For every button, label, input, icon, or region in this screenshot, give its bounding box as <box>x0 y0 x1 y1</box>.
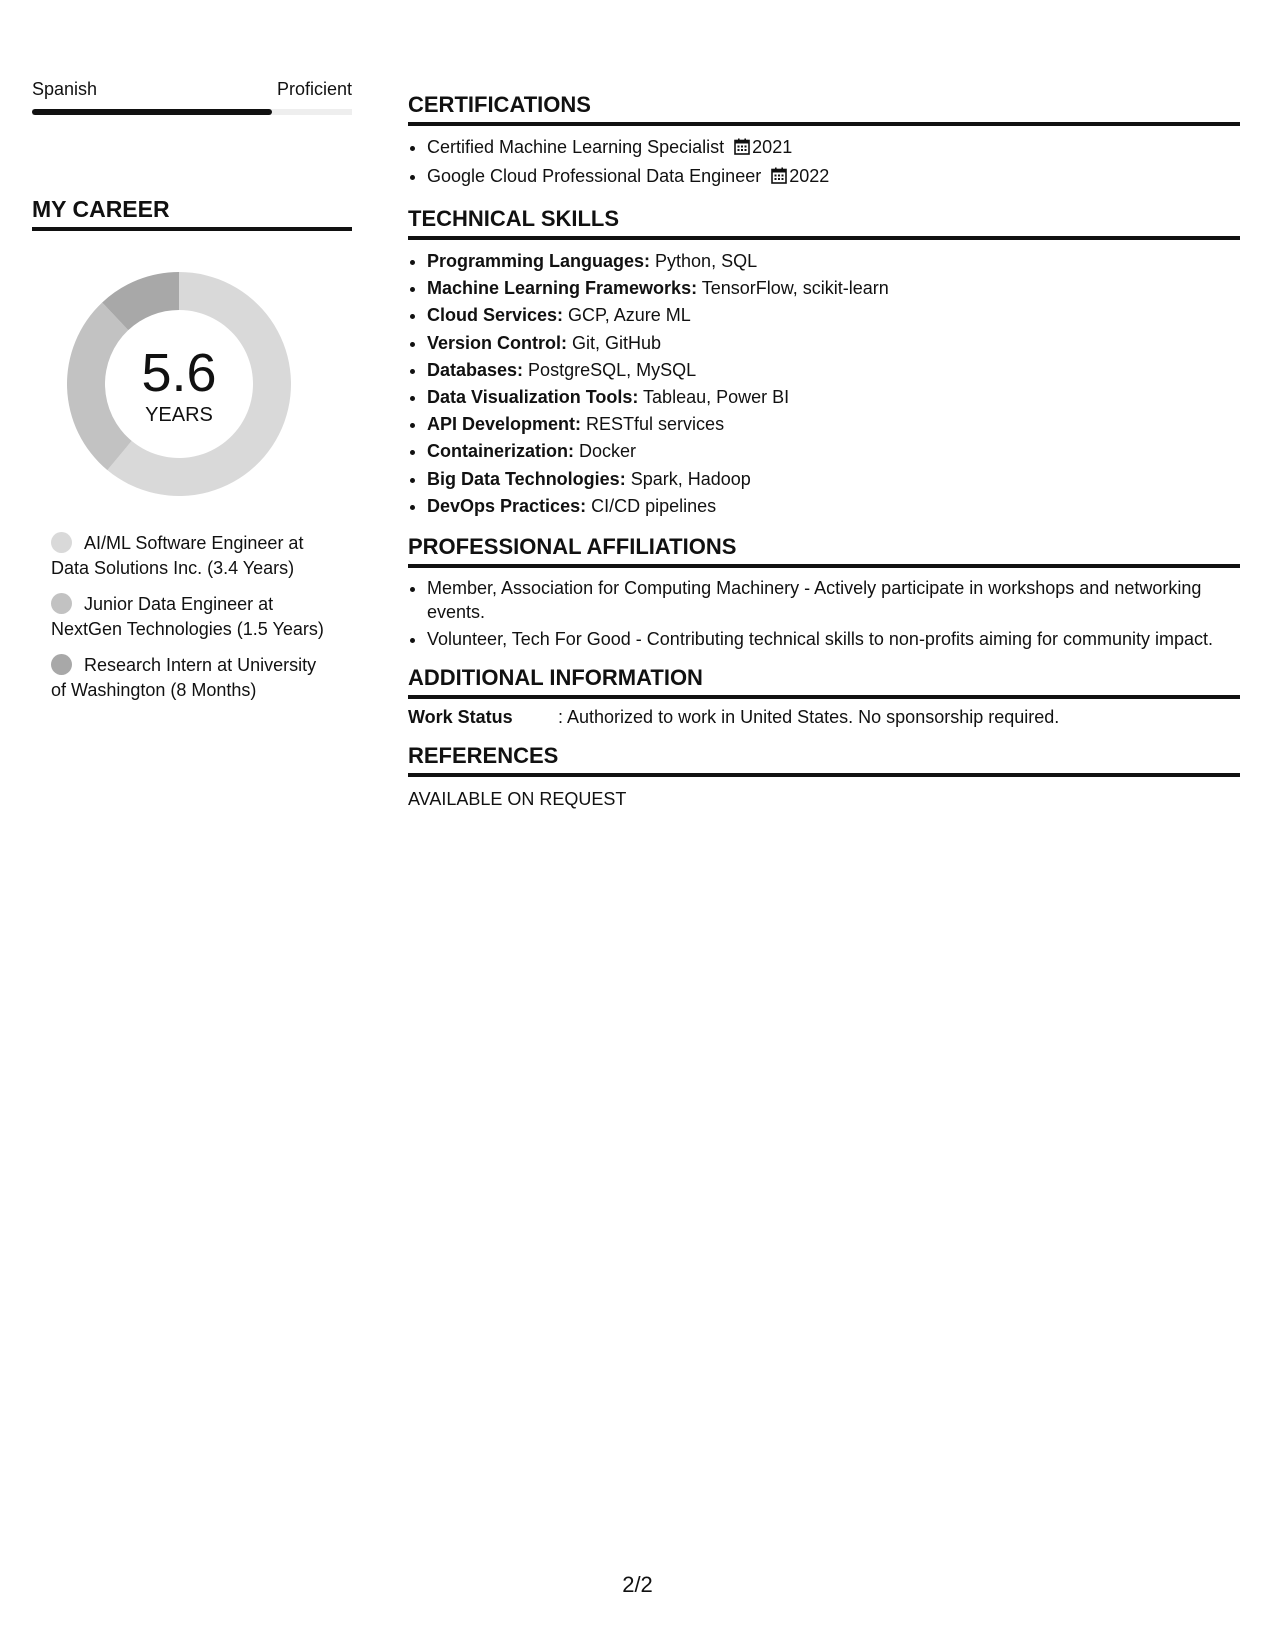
affiliations-section <box>408 534 1240 651</box>
skill-value: Tableau, Power BI <box>638 387 790 408</box>
skill-label: Machine Learning Frameworks: <box>427 278 698 299</box>
references-heading: REFERENCES <box>408 743 1240 777</box>
skill-label: DevOps Practices: <box>427 495 587 516</box>
affiliations-list <box>408 576 1240 651</box>
certification-item <box>427 134 1240 163</box>
certification-item <box>427 163 1240 192</box>
certifications-list <box>408 134 1240 192</box>
additional-info-heading: ADDITIONAL INFORMATION <box>408 665 1240 699</box>
certifications-heading: CERTIFICATIONS <box>408 92 1240 126</box>
certification-year: 2021 <box>752 137 793 157</box>
certification-name: Certified Machine Learning Specialist <box>427 137 725 157</box>
language-proficiency-fill <box>32 109 272 115</box>
skill-value: CI/CD pipelines <box>586 495 717 516</box>
skill-item <box>427 248 1240 275</box>
skill-label: API Development: <box>427 414 582 435</box>
donut-center <box>66 271 292 497</box>
affiliation-item: • Volunteer, Tech For Good - Contributing technical skills to non-profits aiming for community impact. <box>427 627 1240 651</box>
skill-value: Docker <box>574 441 637 462</box>
work-status-value: : Authorized to work in United States. No sponsorship required. <box>558 707 1060 728</box>
affiliation-item: • Member, Association for Computing Machinery - Actively participate in workshops and networking events. <box>427 576 1240 624</box>
skill-item <box>427 411 1240 438</box>
skill-value: Spark, Hadoop <box>625 468 751 489</box>
skill-value: TensorFlow, scikit-learn <box>697 278 889 299</box>
skill-label: Programming Languages: <box>427 251 651 271</box>
skill-value: GCP, Azure ML <box>563 305 691 326</box>
affiliations-heading: PROFESSIONAL AFFILIATIONS <box>408 534 1240 568</box>
skill-label: Cloud Services: <box>427 305 564 326</box>
career-heading: MY CAREER <box>32 195 352 231</box>
skill-value: Git, GitHub <box>567 332 662 353</box>
career-entry-text: Research Intern at University of Washington (8 Months) <box>51 655 317 700</box>
work-status-row <box>408 705 1240 729</box>
career-entry <box>51 592 336 642</box>
language-proficiency-bar <box>32 109 352 115</box>
skill-value: RESTful services <box>581 414 725 435</box>
skill-label: Containerization: <box>427 441 574 462</box>
legend-dot-icon <box>51 654 72 675</box>
career-entry-text: Junior Data Engineer at NextGen Technologies (1.5 Years) <box>51 594 324 639</box>
main-content <box>408 92 1240 825</box>
career-entry-text: AI/ML Software Engineer at Data Solutions Inc. (3.4 Years) <box>51 533 304 578</box>
skill-item <box>427 302 1240 329</box>
certification-name: Google Cloud Professional Data Engineer <box>427 166 762 186</box>
language-block <box>32 78 352 115</box>
skill-label: Data Visualization Tools: <box>427 387 639 408</box>
skill-item <box>427 493 1240 520</box>
skill-item <box>427 466 1240 493</box>
skill-label: Databases: <box>427 359 524 380</box>
skill-item <box>427 357 1240 384</box>
career-total-value: 5.6 <box>141 343 217 403</box>
language-level: Proficient <box>276 79 352 99</box>
legend-dot-icon <box>51 593 72 614</box>
references-section <box>408 743 1240 811</box>
work-status-label: Work Status <box>408 707 513 728</box>
skill-item <box>427 438 1240 465</box>
page-number: 2/2 <box>622 1572 653 1597</box>
certifications-section <box>408 92 1240 192</box>
technical-skills-section <box>408 206 1240 520</box>
skill-item <box>427 275 1240 302</box>
career-entry <box>51 531 336 581</box>
additional-info-section <box>408 665 1240 729</box>
skill-item <box>427 384 1240 411</box>
career-entry <box>51 653 336 703</box>
technical-skills-list <box>408 248 1240 520</box>
skill-item <box>427 330 1240 357</box>
career-legend <box>32 531 352 703</box>
skill-value: Python, SQL <box>650 251 758 271</box>
career-donut-chart <box>66 271 292 497</box>
calendar-icon <box>734 136 750 163</box>
legend-dot-icon <box>51 532 72 553</box>
skill-label: Big Data Technologies: <box>427 468 626 489</box>
sidebar <box>32 78 352 714</box>
technical-skills-heading: TECHNICAL SKILLS <box>408 206 1240 240</box>
language-name: Spanish <box>32 79 98 99</box>
certification-year: 2022 <box>789 166 830 186</box>
references-text: AVAILABLE ON REQUEST <box>408 789 627 810</box>
skill-value: PostgreSQL, MySQL <box>523 359 697 380</box>
calendar-icon <box>771 165 787 192</box>
career-total-unit: YEARS <box>145 404 213 426</box>
skill-label: Version Control: <box>427 332 568 353</box>
